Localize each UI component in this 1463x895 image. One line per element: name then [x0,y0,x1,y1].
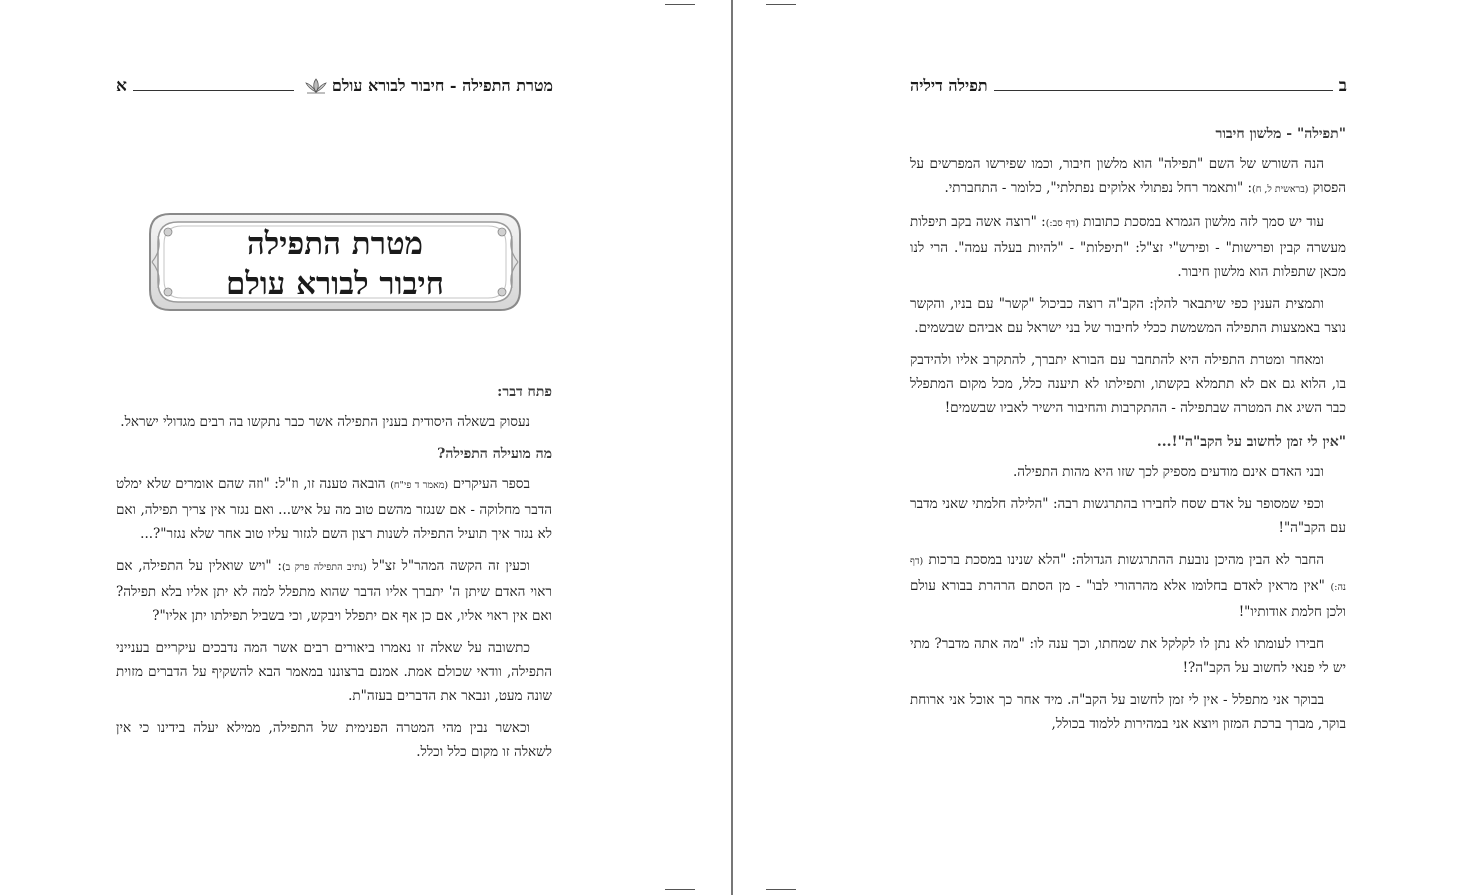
section-heading-no-time: "אין לי זמן לחשוב על הקב"ה"!... [1156,434,1346,450]
paragraph-text: : "רוצה אשה בקב תיפלות מעשרה קבין ופרישות" - ופירש"י זצ"ל: "תיפלות" - "להיות בעלה עמה". הרי לנו מכאן שתפלות הוא מלשון חיבור. [910,214,1346,280]
paragraph-root [910,152,1346,202]
paragraph-ikkarim [116,472,552,546]
left-running-header [116,72,553,96]
header-title: תפילה דיליה [910,76,988,95]
paragraph-text: : "ותאמר רחל נפתולי אלוקים נפתלתי", כלומר - התחברתי. [944,180,1252,196]
intro-paragraph: נעסוק בשאלה היסודית בענין התפילה אשר כבר נתקשו בה רבים מגדולי ישראל. [120,414,530,430]
paragraph-text: עוד יש סמך לזה מלשון הגמרא במסכת כתובות [1078,214,1324,230]
paragraph-text: בספר העיקרים [448,476,530,492]
crop-mark [766,4,796,5]
paragraph-maharal [116,554,552,628]
paragraph-text: הנה השורש של השם "תפילה" הוא מלשון חיבור, וכמו שפירשו המפרשים על הפסוק [910,156,1346,196]
header-title: מטרת התפילה - חיבור לבורא עולם [331,76,553,95]
paragraph-morning: בבוקר אני מתפלל - אין לי זמן לחשוב על הקב"ה. מיד אחר כך אוכל אני ארוחת בוקר, מברך ברכת המזון ויוצא אני במהירות ללמוד בכולל, [910,692,1346,732]
paragraph-text: "אין מראין לאדם בחלומו אלא מהרהורי לבו" - מן הסתם הרהרת בבורא עולם ולכן חלמת אודותיו"! [910,578,1346,620]
chapter-title-text [148,224,522,304]
paragraph-text: הובאה טענה זו, וז"ל: "וזה שהם אומרים שלא ימלט הדבר מחלוקה - אם שנגזר מהשם טוב מה על איש... ואם נגזר אין צריך תפילה, ואם לא נגזר איך תועיל התפילה לשנות רצון השם לגזור עליו טוב אחר שלא נגזר"?... [116,476,552,542]
paragraph-conclusion: וכאשר נבין מהי המטרה הפנימית של התפילה, ממילא יעלה בידינו כי אין לשאלה זו מקום כלל וכלל. [116,720,552,760]
source-reference: (מאמר ד פי"ח) [390,480,449,491]
paragraph-purpose: ומאחר ומטרת התפילה היא להתחבר עם הבורא יתברך, להתקרב אליו ולהידבק בו, הלוא גם אם לא תתמלא בקשתו, ותפילתו לא תיענה כלל, מכל מקום המתפלל כבר השיג את המטרה שבתפילה - ההתקרבות והחיבור הישיר לאביו שבשמים! [910,352,1346,416]
paragraph-text: החבר לא הבין מהיכן נובעת ההתרגשות הגדולה: "הלא שנינו במסכת ברכות [923,552,1324,568]
left-page [0,0,731,895]
crop-mark [766,889,796,890]
section-heading-tefila: "תפילה" - מלשון חיבור [1215,126,1346,142]
right-page [734,0,1463,895]
lotus-ornament-icon [304,78,328,94]
paragraph-berachot [910,548,1346,624]
page-number: א [116,76,127,96]
chapter-title-box [148,212,522,312]
paragraph-dream: וכפי שמסופר על אדם שסח לחבירו בהתרגשות רבה: "הלילה חלמתי שאני מדבר עם הקב"ה"! [910,496,1346,536]
source-reference: (דף סב:) [1045,218,1079,229]
crop-mark [665,4,695,5]
right-page-body [910,118,1346,744]
paragraph-reply: חבירו לעומתו לא נתן לו לקלקל את שמחתו, וכך ענה לו: "מה אתה מדבר? מתי יש לי פנאי לחשוב על הקב"ה?! [910,636,1346,676]
paragraph-text: וכעין זה הקשה המהר"ל זצ"ל [366,558,530,574]
chapter-title-line-2: חיבור לבורא עולם [226,266,444,302]
header-rule [133,89,294,91]
page-number: ב [1338,76,1347,96]
paragraph-essence: ותמצית הענין כפי שיתבאר להלן: הקב"ה רוצה כביכול "קשר" עם בניו, והקשר נוצר באמצעות התפילה המשמשת ככלי לחיבור של בני ישראל עם אביהם שבשמים. [910,296,1346,336]
intro-heading: פתח דבר: [497,384,552,400]
paragraph-ketubot [910,210,1346,284]
source-reference: (בראשית ל, ח) [1252,184,1309,195]
page-divider [731,0,733,895]
left-page-body [116,376,552,772]
right-running-header [910,72,1347,96]
paragraph-answer: כתשובה על שאלה זו נאמרו ביאורים רבים אשר המה נדבכים עיקריים בענייני התפילה, וודאי שכולם אמת. אמנם ברצוננו במאמר הבא להשקיף על הדברים מזוית שונה מעט, ונבאר את הדברים בעזה"ת. [116,640,552,704]
source-reference: (נתיב התפילה פרק ב) [281,562,367,573]
question-heading: מה מועילה התפילה? [437,446,552,462]
source-reference: (דף נה:) [910,556,1346,593]
paragraph-awareness: ובני האדם אינם מודעים מספיק לכך שזו היא מהות התפילה. [1013,464,1324,480]
chapter-title-line-1: מטרת התפילה [246,226,424,262]
header-rule [994,89,1333,91]
paragraph-text: : "ויש שואלין על התפילה, אם ראוי האדם שיתן ה' יתברך אליו הדבר שהוא מתפלל למה לא יתן אליו בלא תפילה? ואם אין ראוי אליו, אם כן אף אם יתפלל ויבקש, וכי בשביל תפילתו יתן אליו"? [116,558,552,624]
crop-mark [665,889,695,890]
